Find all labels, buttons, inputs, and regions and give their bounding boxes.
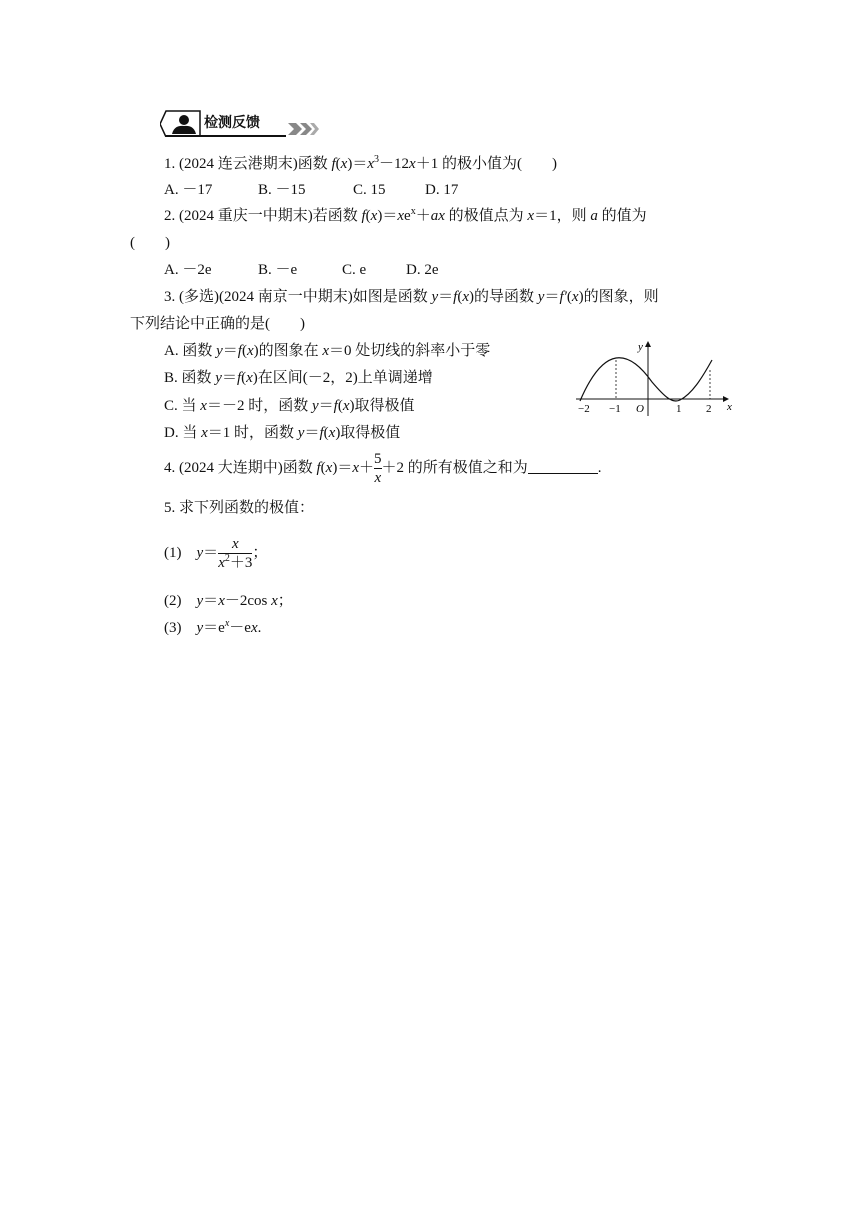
- derivative-curve: [580, 358, 712, 401]
- tick-label-minus-2: −2: [578, 403, 590, 415]
- question-2-option-c: C. e: [342, 262, 367, 278]
- question-3-stem-continued: 下列结论中正确的是( ): [130, 316, 305, 332]
- question-1-option-c: C. 15: [353, 182, 386, 198]
- tick-label-2: 2: [706, 403, 712, 415]
- header-title: 检测反馈: [204, 115, 260, 131]
- question-2-stem: 2. (2024 重庆一中期末)若函数 $f(x)=xe^x+ax$ 的极值点为 x＝1，则 a 的值为: [164, 206, 647, 224]
- question-3-option-b: B. 函数 y＝f(x)在区间(－2，2)上单调递增: [164, 370, 433, 386]
- question-2-option-b: B. －e: [258, 262, 298, 278]
- question-3-option-a: A. 函数 y＝f(x)的图象在 x＝0 处切线的斜率小于零: [164, 343, 491, 359]
- question-1-option-b: B. －15: [258, 182, 306, 198]
- question-3-option-c: C. 当 x＝－2 时，函数 y＝f(x)取得极值: [164, 398, 415, 414]
- question-5-part-1: (1) y＝ $\frac{x}{x^2+3}$ ；: [164, 536, 268, 572]
- fraction-5-over-x: $\frac{5}{x}$: [374, 451, 382, 487]
- tick-label-minus-1: −1: [609, 403, 621, 415]
- section-header: [160, 107, 320, 137]
- derivative-graph: [572, 338, 738, 418]
- question-5-part-2: (2) y＝x－2cos x；: [164, 593, 293, 609]
- question-1-option-a: A. －17: [164, 182, 213, 198]
- y-axis-label: y: [638, 341, 643, 353]
- question-2-option-d: D. 2e: [406, 262, 439, 278]
- question-1-stem: 1. (2024 连云港期末)函数 $f(x)=x^3-12x+1$ 的极小值为( ): [164, 154, 557, 172]
- question-4-stem: 4. (2024 大连期中)函数 f(x)＝x＋ $\frac{5}{x}$ ＋2 的所有极值之和为 .: [164, 451, 602, 487]
- x-axis-label: x: [727, 401, 732, 413]
- question-2-bracket: ( ): [130, 235, 170, 251]
- question-5-part-3: (3) $y=e^x-ex$.: [164, 618, 262, 636]
- fraction-x-over-x2-plus-3: $\frac{x}{x^2+3}$: [218, 536, 253, 572]
- question-2-option-a: A. －2e: [164, 262, 212, 278]
- question-3-stem: 3. (多选)(2024 南京一中期末)如图是函数 y＝f(x)的导函数 y＝f′(x)的图象，则: [164, 289, 659, 305]
- question-1-option-d: D. 17: [425, 182, 459, 198]
- answer-blank[interactable]: [528, 459, 598, 474]
- origin-label: O: [636, 403, 644, 415]
- tick-label-1: 1: [676, 403, 682, 415]
- question-3-option-d: D. 当 x＝1 时，函数 y＝f(x)取得极值: [164, 425, 401, 441]
- question-5-stem: 5. 求下列函数的极值：: [164, 500, 315, 516]
